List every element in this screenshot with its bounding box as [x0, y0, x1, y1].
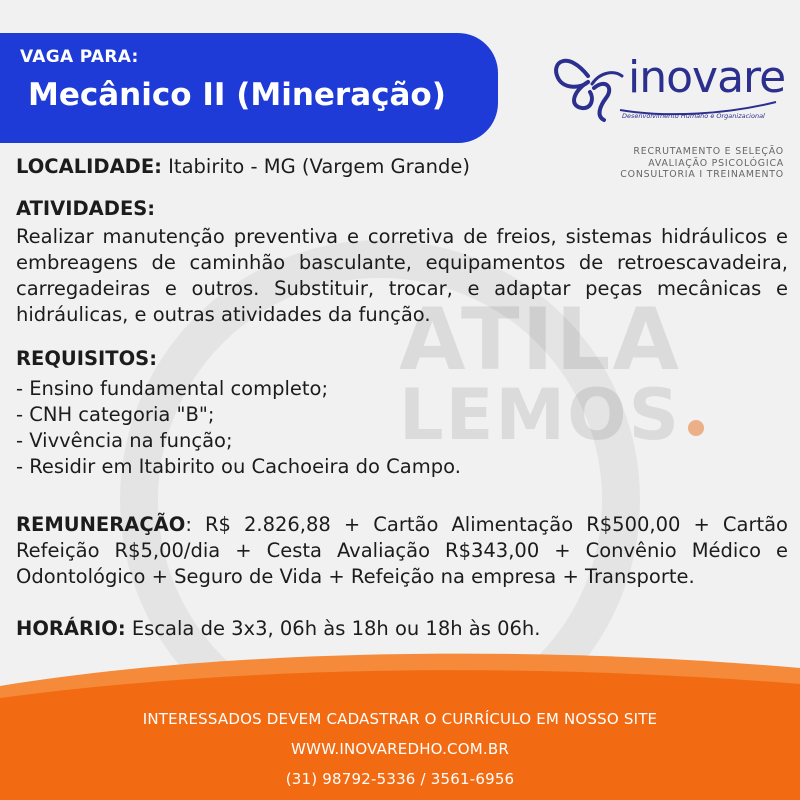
watermark-line-2: LEMOS [398, 373, 681, 456]
atividades-text: Realizar manutenção preventiva e corretiva de freios, sistemas hidráulicos e embreagens de caminhão basculante, equipamentos de retroescavadeira, carregadeiras e outros. Substituir, trocar, e adaptar peças mecânicas e hidráulicas, e outras atividades da função. [16, 225, 788, 326]
requisitos-label: REQUISITOS: [16, 347, 158, 370]
watermark-line-1: ATILA [399, 290, 681, 390]
localidade [16, 154, 788, 180]
job-title: Mecânico II (Mineração) [28, 77, 446, 113]
localidade-value: Itabirito - MG (Vargem Grande) [161, 155, 470, 178]
logo-tagline: Desenvolvimento Humano e Organizacional [622, 112, 765, 120]
footer-website: WWW.INOVAREDHO.COM.BR [291, 740, 509, 758]
atividades-label: ATIVIDADES: [16, 197, 156, 220]
footer-instruction: INTERESSADOS DEVEM CADASTRAR O CURRÍCULO EM NOSSO SITE [142, 710, 658, 728]
service-line: CONSULTORIA I TREINAMENTO [620, 169, 784, 180]
localidade-label: LOCALIDADE: [16, 155, 162, 178]
requisitos-list [16, 373, 788, 480]
list-item: - Residir em Itabirito ou Cachoeira do Campo. [16, 455, 461, 478]
horario-value: Escala de 3x3, 06h às 18h ou 18h às 06h. [125, 617, 541, 640]
list-item: - Vivvência na função; [16, 429, 233, 452]
logo-wordmark: inovare [628, 52, 786, 103]
service-line: AVALIAÇÃO PSICOLÓGICA [648, 157, 784, 169]
list-item: - CNH categoria "B"; [16, 403, 215, 426]
remuneracao-label: REMUNERAÇÃO [16, 513, 186, 536]
inovare-logo [548, 48, 786, 138]
service-line: RECRUTAMENTO E SELEÇÃO [633, 146, 784, 157]
remuneracao-text: : R$ 2.826,88 + Cartão Alimentação R$500,00 + Cartão Refeição R$5,00/dia + Cesta Avaliação R$343,00 + Convênio Médico e Odontológico + Seguro de Vida + Refeição na empresa + Transporte. [16, 513, 788, 588]
banner-kicker: VAGA PARA: [20, 47, 139, 67]
horario-label: HORÁRIO: [16, 617, 126, 640]
job-title-banner [0, 33, 498, 143]
footer-contact [0, 704, 800, 794]
list-item: - Ensino fundamental completo; [16, 377, 329, 400]
horario [16, 616, 788, 642]
footer-phone: (31) 98792-5336 / 3561-6956 [285, 770, 515, 788]
remuneracao [16, 512, 788, 590]
